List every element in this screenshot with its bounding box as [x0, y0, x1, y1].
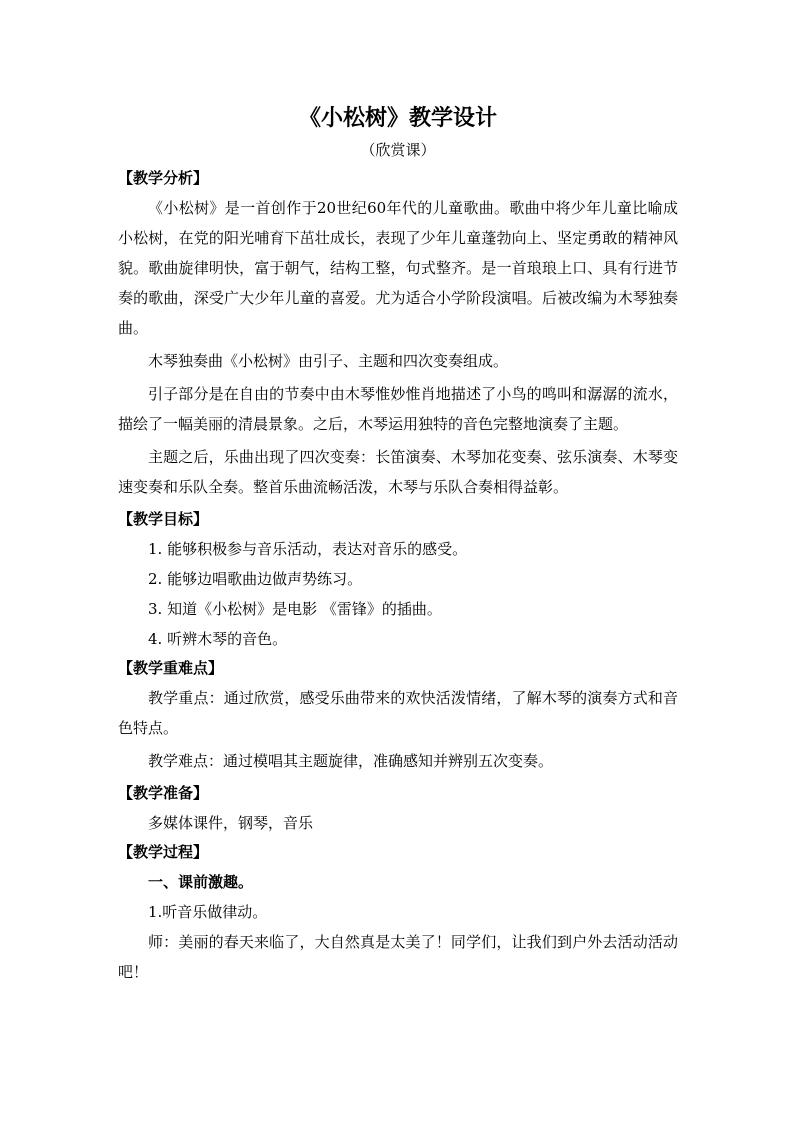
analysis-paragraph-3: 引子部分是在自由的节奏中由木琴惟妙惟肖地描述了小鸟的鸣叫和潺潺的流水，描绘了一幅美丽的清晨景象。之后，木琴运用独特的音色完整地演奏了主题。 [118, 385, 678, 433]
process-paragraph-1: 师：美丽的春天来临了，大自然真是太美了！同学们，让我们到户外去活动活动吧！ [118, 933, 678, 981]
preparation-text: 多媒体课件，钢琴，音乐 [148, 814, 314, 832]
section-heading-preparation: 【教学准备】 [118, 784, 209, 802]
goal-item: 1. 能够积极参与音乐活动，表达对音乐的感受。 [148, 540, 468, 558]
document-subtitle: （欣赏课） [360, 141, 436, 159]
process-substep-1: 1.听音乐做律动。 [148, 903, 268, 921]
section-heading-process: 【教学过程】 [118, 843, 209, 861]
section-heading-analysis: 【教学分析】 [118, 169, 209, 187]
document-title: 《小松树》教学设计 [298, 105, 497, 131]
goal-item: 3. 知道《小松树》是电影 《雷锋》的插曲。 [148, 600, 442, 618]
document-page [118, 100, 678, 990]
goal-item: 2. 能够边唱歌曲边做声势练习。 [148, 570, 363, 588]
analysis-paragraph-2: 木琴独奏曲《小松树》由引子、主题和四次变奏组成。 [148, 352, 509, 370]
process-step-1: 一、课前激趣。 [148, 873, 254, 891]
analysis-paragraph-4: 主题之后，乐曲出现了四次变奏：长笛演奏、木琴加花变奏、弦乐演奏、木琴变速变奏和乐队全奏。整首乐曲流畅活泼，木琴与乐队合奏相得益彰。 [118, 448, 678, 496]
analysis-paragraph-1: 《小松树》是一首创作于20世纪60年代的儿童歌曲。歌曲中将少年儿童比喻成小松树，在党的阳光哺育下茁壮成长，表现了少年儿童蓬勃向上、坚定勇敢的精神风貌。歌曲旋律明快，富于朝气，结构工整，句式整齐。是一首琅琅上口、具有行进节奏的歌曲，深受广大少年儿童的喜爱。尤为适合小学阶段演唱。后被改编为木琴独奏曲。 [118, 199, 678, 337]
goal-item: 4. 听辨木琴的音色。 [148, 630, 288, 648]
keypoints-paragraph-2: 教学难点：通过模唱其主题旋律，准确感知并辨别五次变奏。 [148, 752, 554, 770]
keypoints-paragraph-1: 教学重点：通过欣赏，感受乐曲带来的欢快活泼情绪，了解木琴的演奏方式和音色特点。 [118, 689, 678, 737]
section-heading-goals: 【教学目标】 [118, 510, 209, 528]
section-heading-keypoints: 【教学重难点】 [118, 659, 224, 677]
